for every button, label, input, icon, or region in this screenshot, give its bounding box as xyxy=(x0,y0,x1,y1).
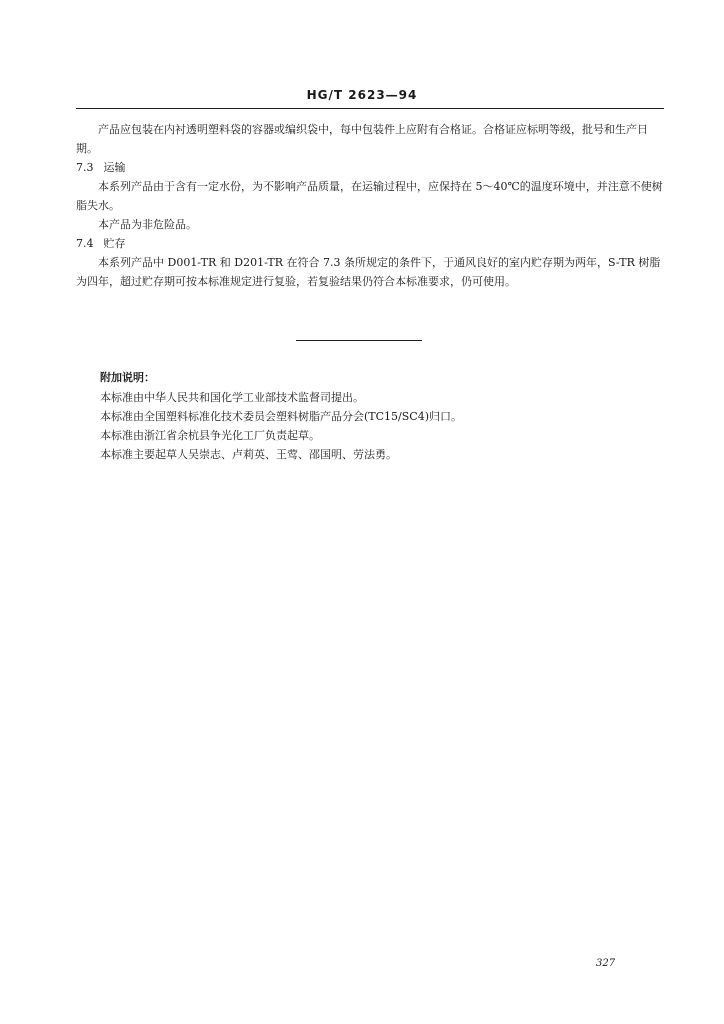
page-number: 327 xyxy=(596,958,616,969)
transport-paragraph: 本系列产品由于含有一定水份，为不影响产品质量，在运输过程中，应保持在 5～40℃的温度环境中，并注意不使树脂失水。 xyxy=(76,180,663,212)
page-header xyxy=(0,88,724,102)
section-number: 7.4 xyxy=(76,237,94,250)
transport-paragraph: 本产品为非危险品。 xyxy=(98,218,197,231)
packaging-paragraph: 产品应包装在内衬透明塑料袋的容器或编织袋中，每中包装件上应附有合格证。合格证应标明等级，批号和生产日期。 xyxy=(76,123,648,155)
end-rule xyxy=(296,340,422,341)
section-title: 运输 xyxy=(103,161,126,174)
note-line: 本标准主要起草人吴崇志、卢莉英、王莺、邵国明、劳法勇。 xyxy=(100,448,397,461)
body-text xyxy=(76,120,664,291)
section-heading-storage xyxy=(76,234,664,253)
storage-paragraph: 本系列产品中 D001-TR 和 D201-TR 在符合 7.3 条所规定的条件下，于通风良好的室内贮存期为两年，S-TR 树脂为四年，超过贮存期可按本标准规定进行复验，若复验结果仍符合本标准要求，仍可使用。 xyxy=(76,256,661,288)
section-title: 贮存 xyxy=(103,237,126,250)
note-line: 本标准由浙江省余杭县争光化工厂负责起草。 xyxy=(100,429,320,442)
note-line: 本标准由全国塑料标准化技术委员会塑料树脂产品分会(TC15/SC4)归口。 xyxy=(100,410,462,423)
standard-code: HG/T 2623—94 xyxy=(306,88,418,102)
notes-title: 附加说明： xyxy=(100,371,155,384)
header-rule xyxy=(76,108,664,109)
note-line: 本标准由中华人民共和国化学工业部技术监督司提出。 xyxy=(100,391,364,404)
section-heading-transport xyxy=(76,158,664,177)
additional-notes xyxy=(100,368,660,464)
section-number: 7.3 xyxy=(76,161,94,174)
